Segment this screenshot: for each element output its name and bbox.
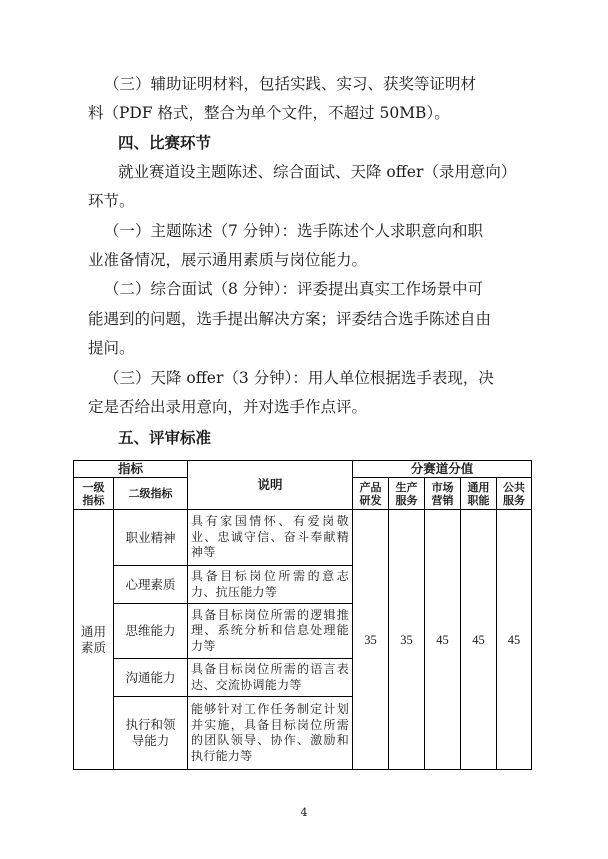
score-cell: 35 [353,510,389,770]
description-cell: 具备目标岗位所需的意志力、抗压能力等 [188,566,353,604]
description-cell: 具备目标岗位所需的逻辑推理、系统分析和信息处理能力等 [188,604,353,659]
paragraph-line: （三）天降 offer（3 分钟）：用人单位根据选手表现，决 [104,369,494,387]
description-cell: 具备目标岗位所需的语言表达、交流协调能力等 [188,659,353,697]
paragraph-line: 提问。 [88,339,135,357]
level2-cell: 执行和领导能力 [114,697,188,770]
score-cell: 45 [425,510,461,770]
description-cell: 能够针对工作任务制定计划并实施，具备目标岗位所需的团队领导、协作、激励和执行能力等 [188,697,353,770]
header-track-scores: 分赛道分值 [353,461,532,478]
level2-cell: 思维能力 [114,604,188,659]
score-cell: 45 [461,510,497,770]
header-description: 说明 [188,461,353,510]
paragraph-line: （二）综合面试（8 分钟）：评委提出真实工作场景中可 [104,280,484,298]
track-header: 公共服务 [497,478,532,510]
page-number: 4 [300,806,308,819]
level1-cell: 通用素质 [74,510,114,770]
header-level1: 一级指标 [74,478,114,510]
description-cell: 具有家国情怀、有爱岗敬业、忠诚守信、奋斗奉献精神等 [188,510,353,566]
header-indicator: 指标 [74,461,188,478]
track-header: 市场营销 [425,478,461,510]
track-header: 通用职能 [461,478,497,510]
paragraph-line: 能遇到的问题，选手提出解决方案；评委结合选手陈述自由 [88,310,492,328]
header-level2: 二级指标 [114,478,188,510]
section-heading-evaluation-criteria: 五、评审标准 [118,429,212,447]
paragraph-line: （三）辅助证明材料，包括实践、实习、获奖等证明材 [104,75,477,93]
paragraph-line: 料（PDF 格式，整合为单个文件，不超过 50MB）。 [88,104,450,122]
paragraph-line: 环节。 [88,192,135,210]
paragraph-line: 就业赛道设主题陈述、综合面试、天降 offer（录用意向） [118,163,517,181]
paragraph-line: （一）主题陈述（7 分钟）：选手陈述个人求职意向和职 [104,222,484,240]
level2-cell: 职业精神 [114,510,188,566]
track-header: 生产服务 [389,478,425,510]
section-heading-contest-stages: 四、比赛环节 [118,134,212,152]
score-cell: 35 [389,510,425,770]
paragraph-line: 业准备情况，展示通用素质与岗位能力。 [88,251,368,269]
track-header: 产品研发 [353,478,389,510]
level2-cell: 心理素质 [114,566,188,604]
level2-cell: 沟通能力 [114,659,188,697]
evaluation-table [73,460,532,770]
paragraph-line: 定是否给出录用意向，并对选手作点评。 [88,398,368,416]
score-cell: 45 [497,510,532,770]
